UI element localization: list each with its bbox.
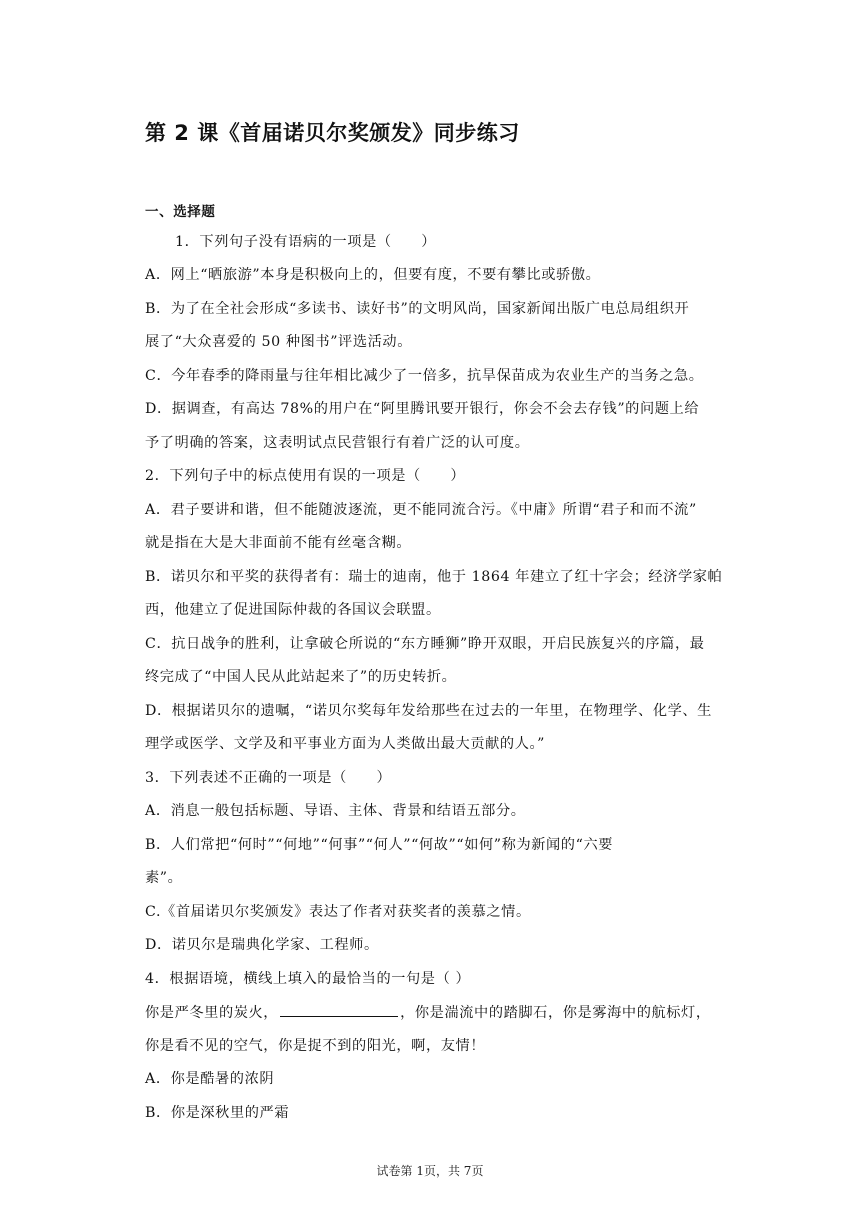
question-4-passage-line2: 你是看不见的空气，你是捉不到的阳光，啊，友情！ (145, 1038, 486, 1054)
question-2-option-d-line2: 理学或医学、文学及和平事业方面为人类做出最大贡献的人。” (145, 736, 546, 752)
question-4-option-a: A．你是酷暑的浓阴 (145, 1071, 275, 1087)
page-title: 第 2 课《首届诺贝尔奖颁发》同步练习 (145, 121, 520, 145)
passage-text-after-blank: ，你是湍流中的踏脚石，你是雾海中的航标灯， (400, 1005, 711, 1021)
question-2-option-b-line2: 西，他建立了促进国际仲裁的各国议会联盟。 (145, 602, 441, 618)
question-2-stem: 2．下列句子中的标点使用有误的一项是（ ） (145, 468, 466, 484)
question-2-option-c-line1: C．抗日战争的胜利，让拿破仑所说的“东方睡狮”睁开双眼，开启民族复兴的序篇，最 (145, 636, 705, 652)
question-3-option-b-line1: B．人们常把“何时”“何地”“何事”“何人”“何故”“如何”称为新闻的“六要 (145, 837, 614, 853)
section-heading: 一、选择题 (145, 204, 216, 220)
question-2-option-a-line1: A．君子要讲和谐，但不能随波逐流，更不能同流合污。《中庸》所谓“君子和而不流” (145, 502, 697, 518)
question-4-option-b: B．你是深秋里的严霜 (145, 1105, 290, 1121)
question-3-option-d: D．诺贝尔是瑞典化学家、工程师。 (145, 937, 379, 953)
page-footer: 试卷第 1页，共 7页 (376, 1164, 484, 1178)
question-3-stem: 3．下列表述不正确的一项是（ ） (145, 770, 392, 786)
question-1-option-d-line2: 予了明确的答案，这表明试点民营银行有着广泛的认可度。 (145, 435, 530, 451)
question-1-option-b-line1: B．为了在全社会形成“多读书、读好书”的文明风尚，国家新闻出版广电总局组织开 (145, 301, 690, 317)
question-1-option-d-line1: D．据调查，有高达 78%的用户在“阿里腾讯要开银行，你会不会去存钱”的问题上给 (145, 401, 700, 417)
question-2-option-d-line1: D．根据诺贝尔的遗嘱，“诺贝尔奖每年发给那些在过去的一年里，在物理学、化学、生 (145, 703, 712, 719)
question-2-option-b-line1: B．诺贝尔和平奖的获得者有：瑞士的迪南，他于 1864 年建立了红十字会；经济学家帕 (145, 569, 723, 585)
question-1-stem: 1．下列句子没有语病的一项是（ ） (175, 234, 437, 250)
question-3-option-a: A．消息一般包括标题、导语、主体、背景和结语五部分。 (145, 803, 526, 819)
question-4-passage-line1 (145, 1002, 711, 1023)
question-2-option-c-line2: 终完成了“中国人民从此站起来了”的历史转折。 (145, 669, 457, 685)
question-1-option-a: A．网上“晒旅游”本身是积极向上的，但要有度，不要有攀比或骄傲。 (145, 267, 601, 283)
question-1-option-b-line2: 展了“大众喜爱的 50 种图书”评选活动。 (145, 334, 412, 350)
question-3-option-c: C.《首届诺贝尔奖颁发》表达了作者对获奖者的羡慕之情。 (145, 904, 531, 920)
question-4-stem: 4．根据语境，横线上填入的最恰当的一句是（ ） (145, 971, 471, 987)
passage-text-before-blank: 你是严冬里的炭火， (145, 1005, 279, 1021)
question-1-option-c: C．今年春季的降雨量与往年相比减少了一倍多，抗旱保苗成为农业生产的当务之急。 (145, 368, 704, 384)
fill-in-blank (280, 1002, 398, 1017)
question-2-option-a-line2: 就是指在大是大非面前不能有丝毫含糊。 (145, 535, 412, 551)
question-3-option-b-line2: 素”。 (145, 870, 183, 886)
